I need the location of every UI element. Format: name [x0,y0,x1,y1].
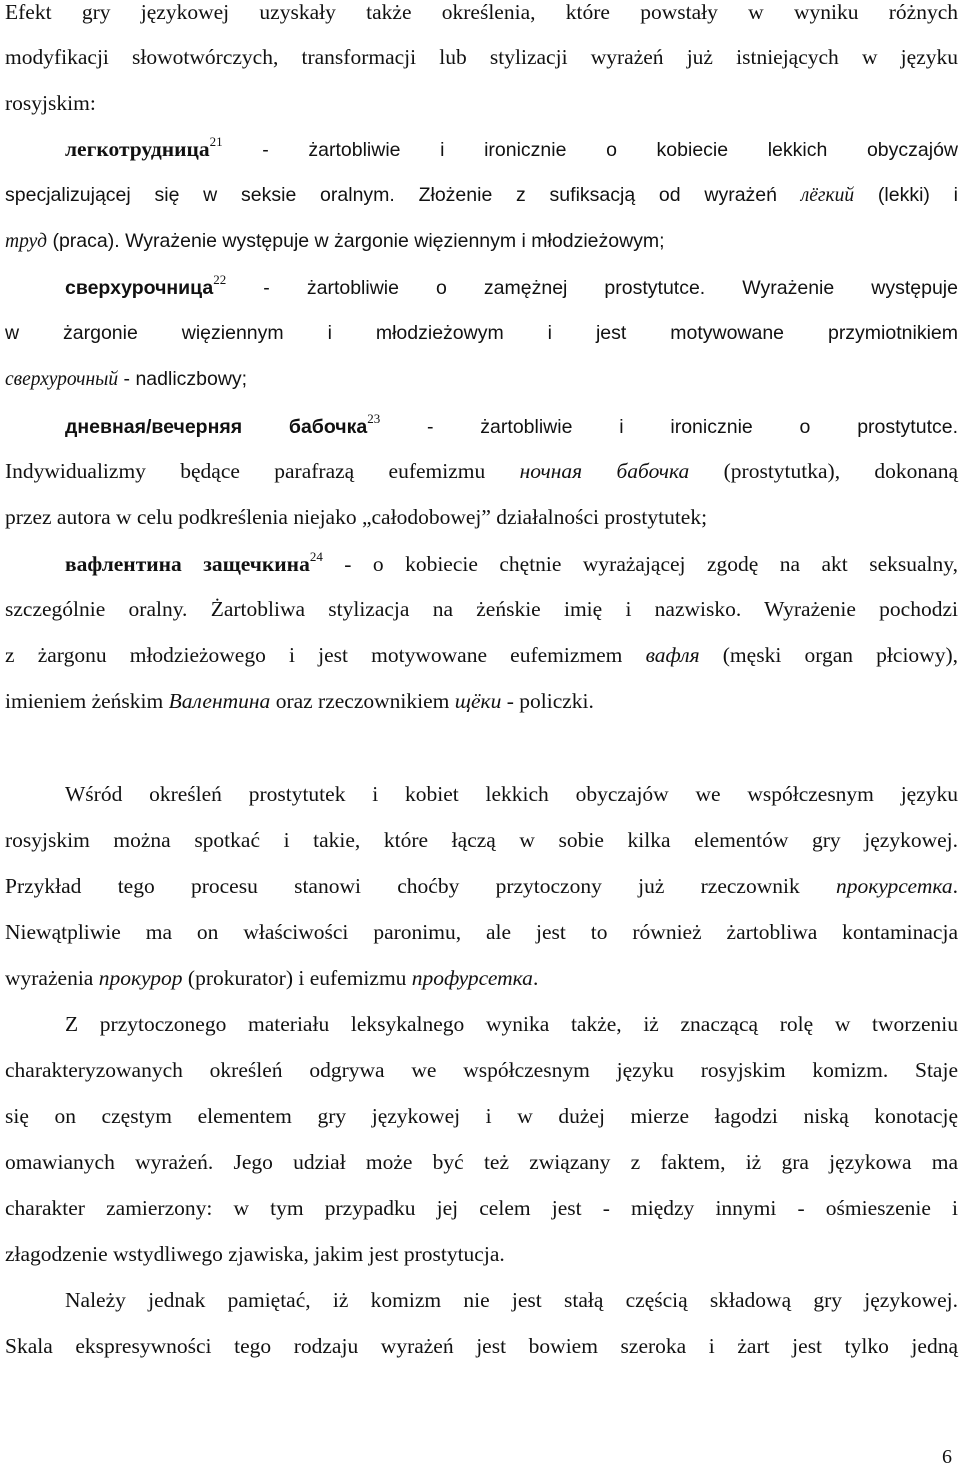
text-line: Niewątpliwie ma on właściwości paronimu, ale jest to również żartobliwa kontaminacja [5,920,958,944]
paragraph-start: Z przytoczonego materiału leksykalnego wynika także, iż znaczącą rolę w tworzeniu [65,1012,958,1036]
text-line: specjalizującej się w seksie oralnym. Złożenie z sufiksacją od wyrażeń лёгкий (lekki) i [5,184,958,206]
text-line: Indywidualizmy będące parafrazą eufemizmu ночная бабочка (prostytutka), dokonaną [5,459,958,483]
footnote-ref: 23 [367,411,381,426]
entry-line: дневная/вечерняя бабочка$^{23}$ - żartobliwie i ironicznie o prostytutce. [65,411,958,438]
text-line: omawianych wyrażeń. Jego udział może być też związany z faktem, iż gra językowa ma [5,1150,958,1174]
footnote-ref: 24 [309,549,323,564]
russian-term: сверхурочница [65,277,214,299]
russian-term: дневная/вечерняя бабочка [65,416,368,438]
text-line: w żargonie więziennym i młodzieżowym i jest motywowane przymiotnikiem [5,322,958,344]
russian-term: вафлентина защечкина [65,552,310,576]
text-line: Efekt gry językowej uzyskały także określenia, które powstały w wyniku różnych [5,0,958,24]
text-line: сверхурочный - nadliczbowy; [5,368,248,390]
text-line: z żargonu młodzieżowego i jest motywowane eufemizmem вафля (męski organ płciowy), [5,643,958,667]
text-line: złagodzenie wstydliwego zjawiska, jakim jest prostytucja. [5,1242,505,1266]
text-line: Skala ekspresywności tego rodzaju wyrażeń jest bowiem szeroka i żart jest tylko jedną [5,1334,958,1358]
text-line: się on częstym elementem gry językowej i w dużej mierze łagodzi niską konotację [5,1104,958,1128]
text-line: modyfikacji słowotwórczych, transformacji lub stylizacji wyrażeń już istniejących w języku [5,45,958,69]
text-line: труд (praca). Wyrażenie występuje w żargonie więziennym i młodzieżowym; [5,230,665,252]
text-line: szczególnie oralny. Żartobliwa stylizacja na żeńskie imię i nazwisko. Wyrażenie pochodzi [5,597,958,621]
text-line: charakteryzowanych określeń odgrywa we współczesnym języku rosyjskim komizm. Staje [5,1058,958,1082]
russian-term: легкотрудница [65,137,210,161]
paragraph-start: Należy jednak pamiętać, iż komizm nie jest stałą częścią składową gry językowej. [65,1288,958,1312]
entry-line: сверхурочница$^{22}$ - żartobliwie o zamężnej prostytutce. Wyrażenie występuje [65,272,958,299]
text-line: imieniem żeńskim Валентина oraz rzeczownikiem щёки - policzki. [5,689,594,713]
text-line: wyrażenia прокурор (prokurator) i eufemizmu профурсетка. [5,966,539,990]
entry-line: легкотрудница$^{21}$ - żartobliwie i ironicznie o kobiecie lekkich obyczajów [65,134,958,161]
text-line: rosyjskim: [5,91,96,115]
paragraph-start: Wśród określeń prostytutek i kobiet lekkich obyczajów we współczesnym języku [65,782,958,806]
footnote-ref: 22 [213,272,227,287]
page-number: 6 [942,1446,952,1468]
text-line: Przykład tego procesu stanowi choćby przytoczony już rzeczownik прокурсетка. [5,874,958,898]
text-line: rosyjskim można spotkać i takie, które łączą w sobie kilka elementów gry językowej. [5,828,958,852]
footnote-ref: 21 [209,134,223,149]
entry-line: вафлентина защечкина$^{24}$ - o kobiecie chętnie wyrażającej zgodę na akt seksualny, [65,549,958,576]
text-line: charakter zamierzony: w tym przypadku jej celem jest - między innymi - ośmieszenie i [5,1196,958,1220]
text-line: przez autora w celu podkreślenia niejako „całodobowej” działalności prostytutek; [5,505,708,529]
